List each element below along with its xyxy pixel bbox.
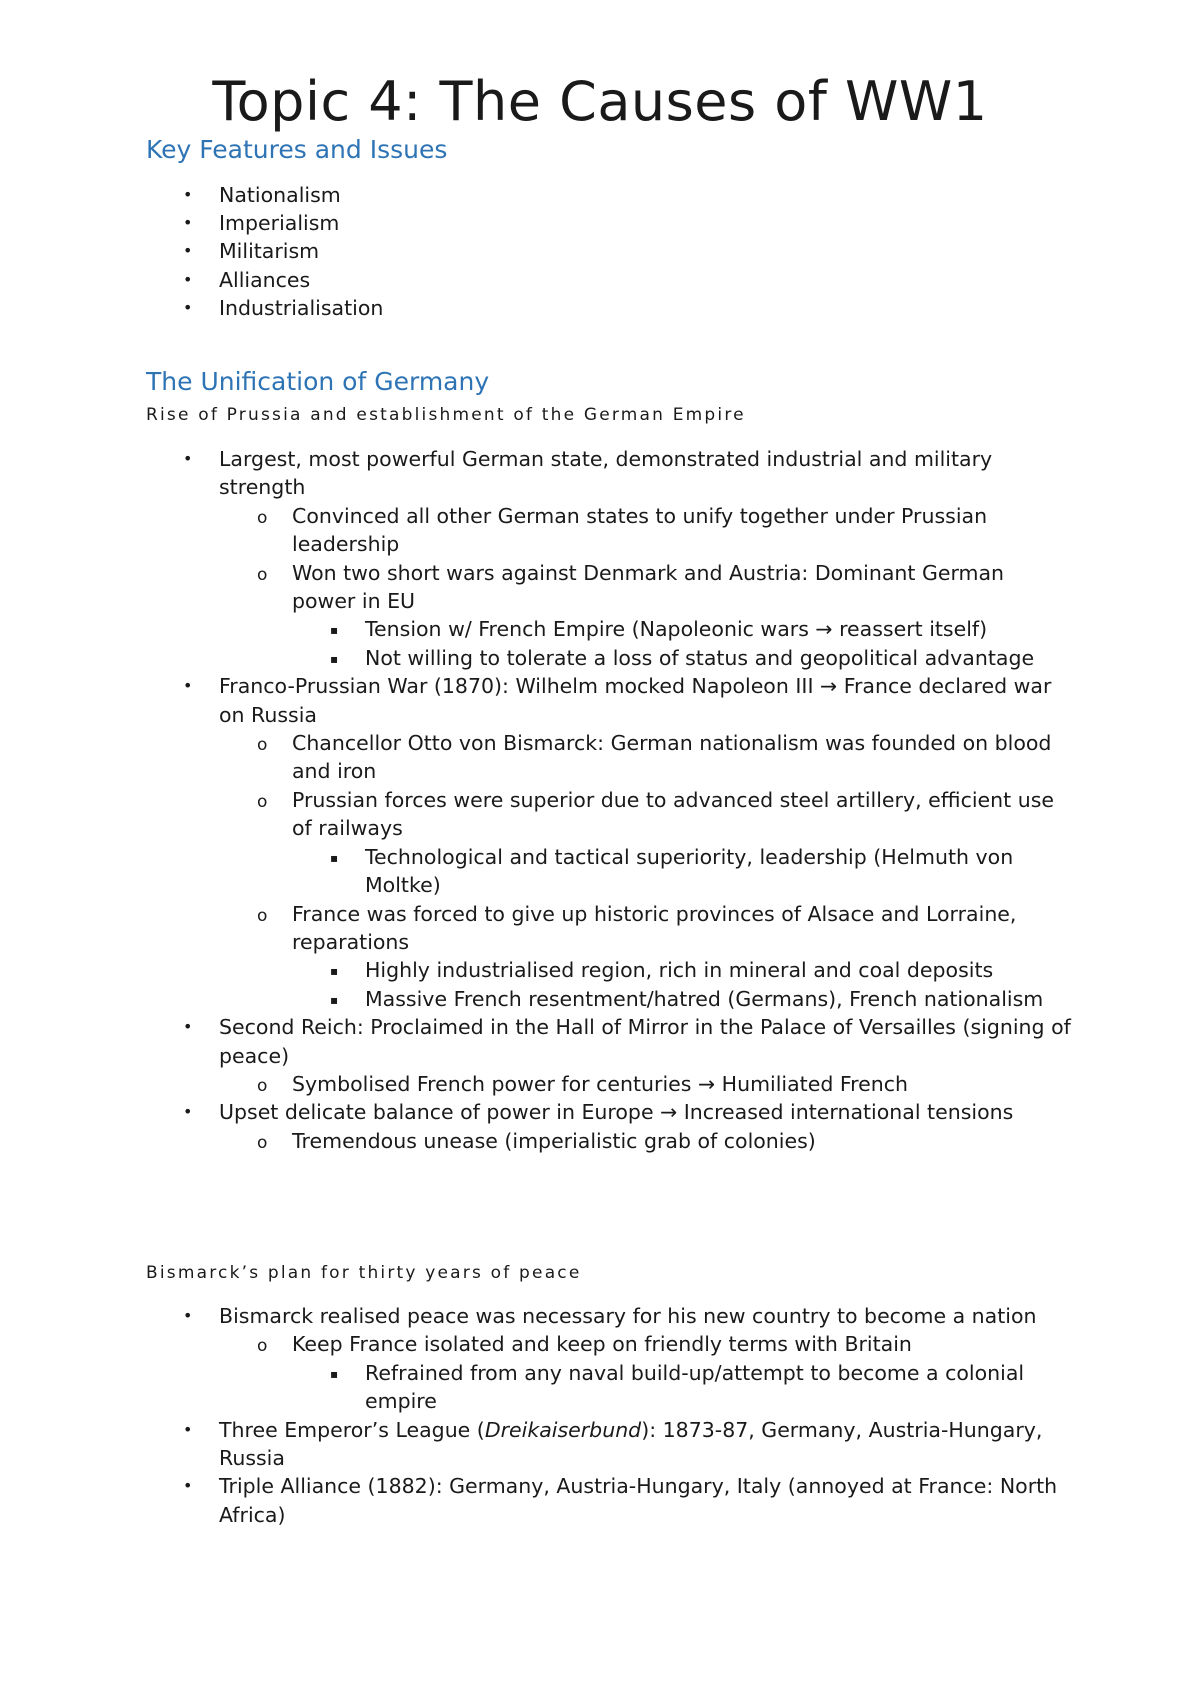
bullet-icon: •: [183, 269, 193, 289]
square-bullet-icon: ▪: [330, 651, 339, 666]
bullet-icon: •: [183, 1476, 193, 1496]
bullet-icon: •: [183, 297, 193, 317]
circle-bullet-icon: o: [257, 1075, 268, 1096]
square-bullet-icon: ▪: [330, 1366, 339, 1381]
circle-bullet-icon: o: [257, 564, 268, 585]
list-item: o Chancellor Otto von Bismarck: German nationalism was founded on blood and iron: [257, 731, 1052, 784]
bullet-icon: •: [183, 185, 193, 204]
list-item: o France was forced to give up historic provinces of Alsace and Lorraine, reparations: [257, 901, 1017, 954]
square-bullet-icon: ▪: [330, 850, 339, 865]
list-item: • Three Emperor’s League (Dreikaiserbund): 1873-87, Germany, Austria-Hungary, Russia: [183, 1417, 1043, 1471]
circle-bullet-icon: o: [257, 791, 268, 812]
square-bullet-icon: ▪: [330, 992, 339, 1007]
list-item: • Alliances: [0, 266, 1079, 294]
list-item: • Militarism: [0, 237, 1079, 265]
circle-bullet-icon: o: [257, 905, 268, 926]
list-item: ▪ Not willing to tolerate a loss of status and geopolitical advantage: [0, 644, 1065, 672]
list-item: ▪ Highly industrialised region, rich in mineral and coal deposits: [0, 956, 1065, 984]
heading-unification: The Unification of Germany: [146, 367, 490, 396]
bullet-icon: •: [183, 1419, 193, 1439]
list-item: • Nationalism: [0, 181, 1079, 209]
list-item: • Largest, most powerful German state, demonstrated industrial and military strength: [183, 447, 993, 500]
circle-bullet-icon: o: [257, 507, 268, 528]
list-item: ▪ Refrained from any naval build-up/attempt to become a colonial empire: [330, 1360, 1025, 1414]
bullet-icon: •: [183, 676, 193, 696]
bullet-icon: •: [183, 1102, 193, 1122]
italic-term: Dreikaiserbund: [484, 1417, 642, 1442]
subheading-rise-of-prussia: Rise of Prussia and establishment of the German Empire: [146, 405, 746, 425]
bullet-icon: •: [183, 213, 193, 233]
list-item: • Imperialism: [0, 209, 1079, 237]
bullet-icon: •: [183, 1306, 193, 1325]
list-item: o Symbolised French power for centuries → Humiliated French: [0, 1070, 1072, 1098]
list-item: o Prussian forces were superior due to advanced steel artillery, efficient use of railways: [257, 787, 1054, 841]
rise-of-prussia-list: [0, 445, 1200, 1155]
bullet-icon: •: [183, 1017, 193, 1037]
circle-bullet-icon: o: [257, 735, 268, 756]
circle-bullet-icon: o: [257, 1336, 268, 1357]
square-bullet-icon: ▪: [330, 623, 339, 638]
list-item: o Keep France isolated and keep on friendly terms with Britain: [0, 1330, 1072, 1358]
list-item: • Bismarck realised peace was necessary for his new country to become a nation: [0, 1302, 1079, 1330]
circle-bullet-icon: o: [257, 1132, 268, 1153]
list-item: o Tremendous unease (imperialistic grab of colonies): [0, 1127, 1072, 1155]
list-item: ▪ Massive French resentment/hatred (Germans), French nationalism: [0, 985, 1065, 1013]
subheading-bismarck-plan: Bismarck’s plan for thirty years of peace: [146, 1263, 582, 1283]
page-title: Topic 4: The Causes of WW1: [212, 70, 988, 133]
bullet-icon: •: [183, 449, 193, 468]
list-item: o Convinced all other German states to unify together under Prussian leadership: [257, 503, 988, 557]
list-item: ▪ Tension w/ French Empire (Napoleonic wars → reassert itself): [0, 615, 1065, 643]
list-item: • Upset delicate balance of power in Europe → Increased international tensions: [0, 1098, 1079, 1126]
list-item: • Franco-Prussian War (1870): Wilhelm mocked Napoleon III → France declared war on Russia: [183, 674, 1052, 727]
list-item: • Industrialisation: [0, 294, 1079, 322]
list-item: • Triple Alliance (1882): Germany, Austria-Hungary, Italy (annoyed at France: North Africa): [183, 1474, 1058, 1527]
list-item: ▪ Technological and tactical superiority, leadership (Helmuth von Moltke): [330, 844, 1014, 898]
list-item: • Second Reich: Proclaimed in the Hall of Mirror in the Palace of Versailles (signing of peace): [183, 1015, 1071, 1068]
bullet-icon: •: [183, 241, 193, 261]
heading-key-features: Key Features and Issues: [146, 135, 448, 164]
square-bullet-icon: ▪: [330, 964, 339, 979]
list-item: o Won two short wars against Denmark and Austria: Dominant German power in EU: [257, 560, 1005, 614]
bismarck-plan-list: [0, 1302, 1200, 1529]
key-features-list: [0, 181, 1200, 322]
